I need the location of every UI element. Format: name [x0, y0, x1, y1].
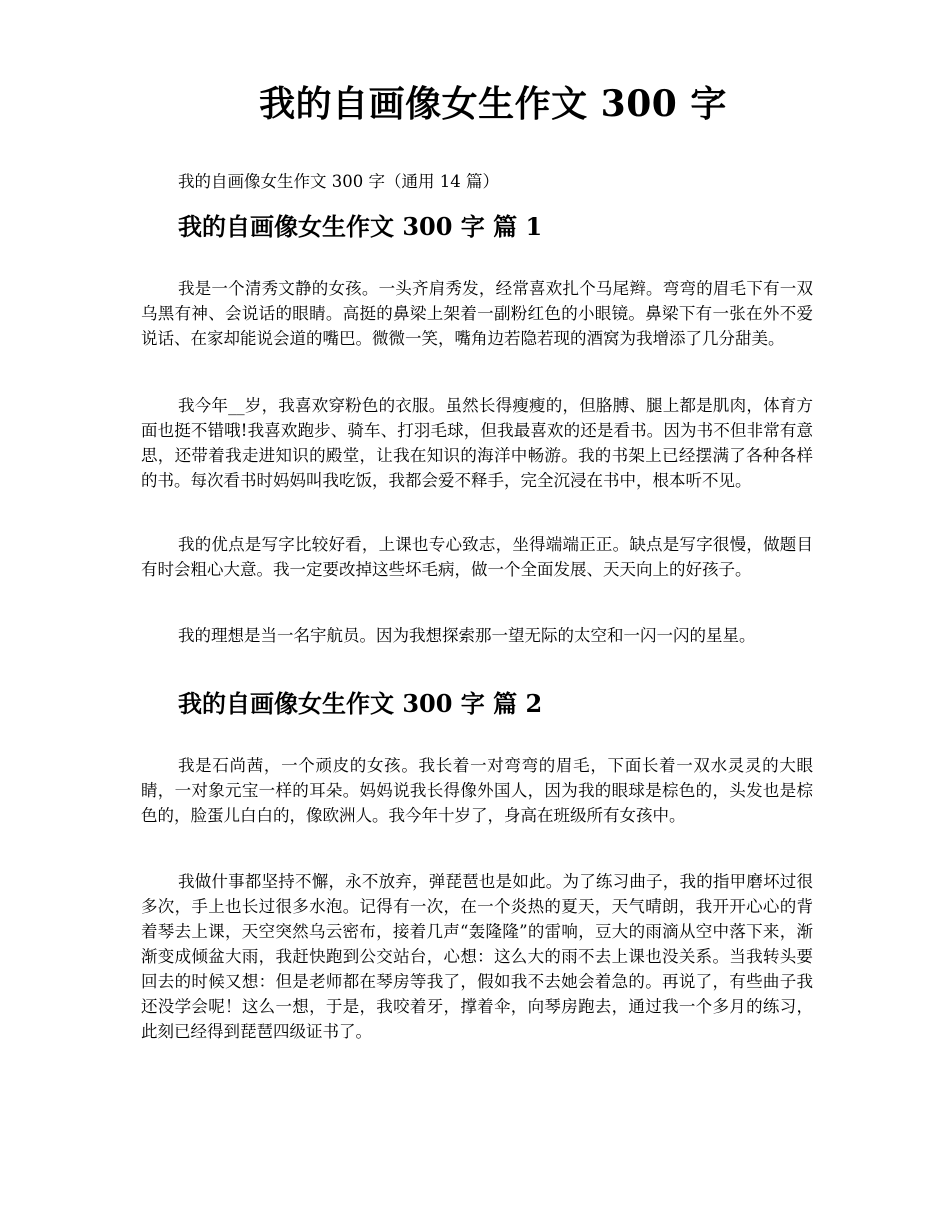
- document-subtitle: 我的自画像女生作文 300 字（通用 14 篇）: [178, 172, 499, 191]
- document-title: 我的自画像女生作文 300 字: [259, 83, 727, 125]
- paragraph: 我做什事都坚持不懈，永不放弃，弹琵琶也是如此。为了练习曲子，我的指甲磨坏过很多次，手上也长过很多水泡。记得有一次，在一个炎热的夏天，天气晴朗，我开开心心的背着琴去上课，天空突然乌云密布，接着几声“轰隆隆”的雷响，豆大的雨滴从空中落下来，渐渐变成倾盆大雨，我赶快跑到公交站台，心想：这么大的雨不去上课也没关系。当我转头要回去的时候又想：但是老师都在琴房等我了，假如我不去她会着急的。再说了，有些曲子我还没学会呢！这么一想，于是，我咬着牙，撑着伞，向琴房跑去，通过我一个多月的练习，此刻已经得到琵琶四级证书了。: [141, 872, 813, 1041]
- section-heading-1: 我的自画像女生作文 300 字 篇 1: [178, 212, 543, 241]
- paragraph: 我的理想是当一名宇航员。因为我想探索那一望无际的太空和一闪一闪的星星。: [178, 626, 756, 645]
- section-heading-2: 我的自画像女生作文 300 字 篇 2: [178, 689, 543, 718]
- paragraph: 我的优点是写字比较好看，上课也专心致志，坐得端端正正。缺点是写字很慢，做题目有时会粗心大意。我一定要改掉这些坏毛病，做一个全面发展、天天向上的好孩子。: [141, 535, 813, 579]
- paragraph: 我今年__岁，我喜欢穿粉色的衣服。虽然长得瘦瘦的，但胳膊、腿上都是肌肉，体育方面也挺不错哦!我喜欢跑步、骑车、打羽毛球，但我最喜欢的还是看书。因为书不但非常有意思，还带着我走进知识的殿堂，让我在知识的海洋中畅游。我的书架上已经摆满了各种各样的书。每次看书时妈妈叫我吃饭，我都会爱不释手，完全沉浸在书中，根本听不见。: [141, 396, 813, 490]
- paragraph: 我是一个清秀文静的女孩。一头齐肩秀发，经常喜欢扎个马尾辫。弯弯的眉毛下有一双乌黑有神、会说话的眼睛。高挺的鼻梁上架着一副粉红色的小眼镜。鼻梁下有一张在外不爱说话、在家却能说会道的嘴巴。微微一笑，嘴角边若隐若现的酒窝为我增添了几分甜美。: [141, 279, 813, 348]
- paragraph: 我是石尚茜，一个顽皮的女孩。我长着一对弯弯的眉毛，下面长着一双水灵灵的大眼睛，一对象元宝一样的耳朵。妈妈说我长得像外国人，因为我的眼球是棕色的，头发也是棕色的，脸蛋儿白白的，像欧洲人。我今年十岁了，身高在班级所有女孩中。: [141, 756, 813, 825]
